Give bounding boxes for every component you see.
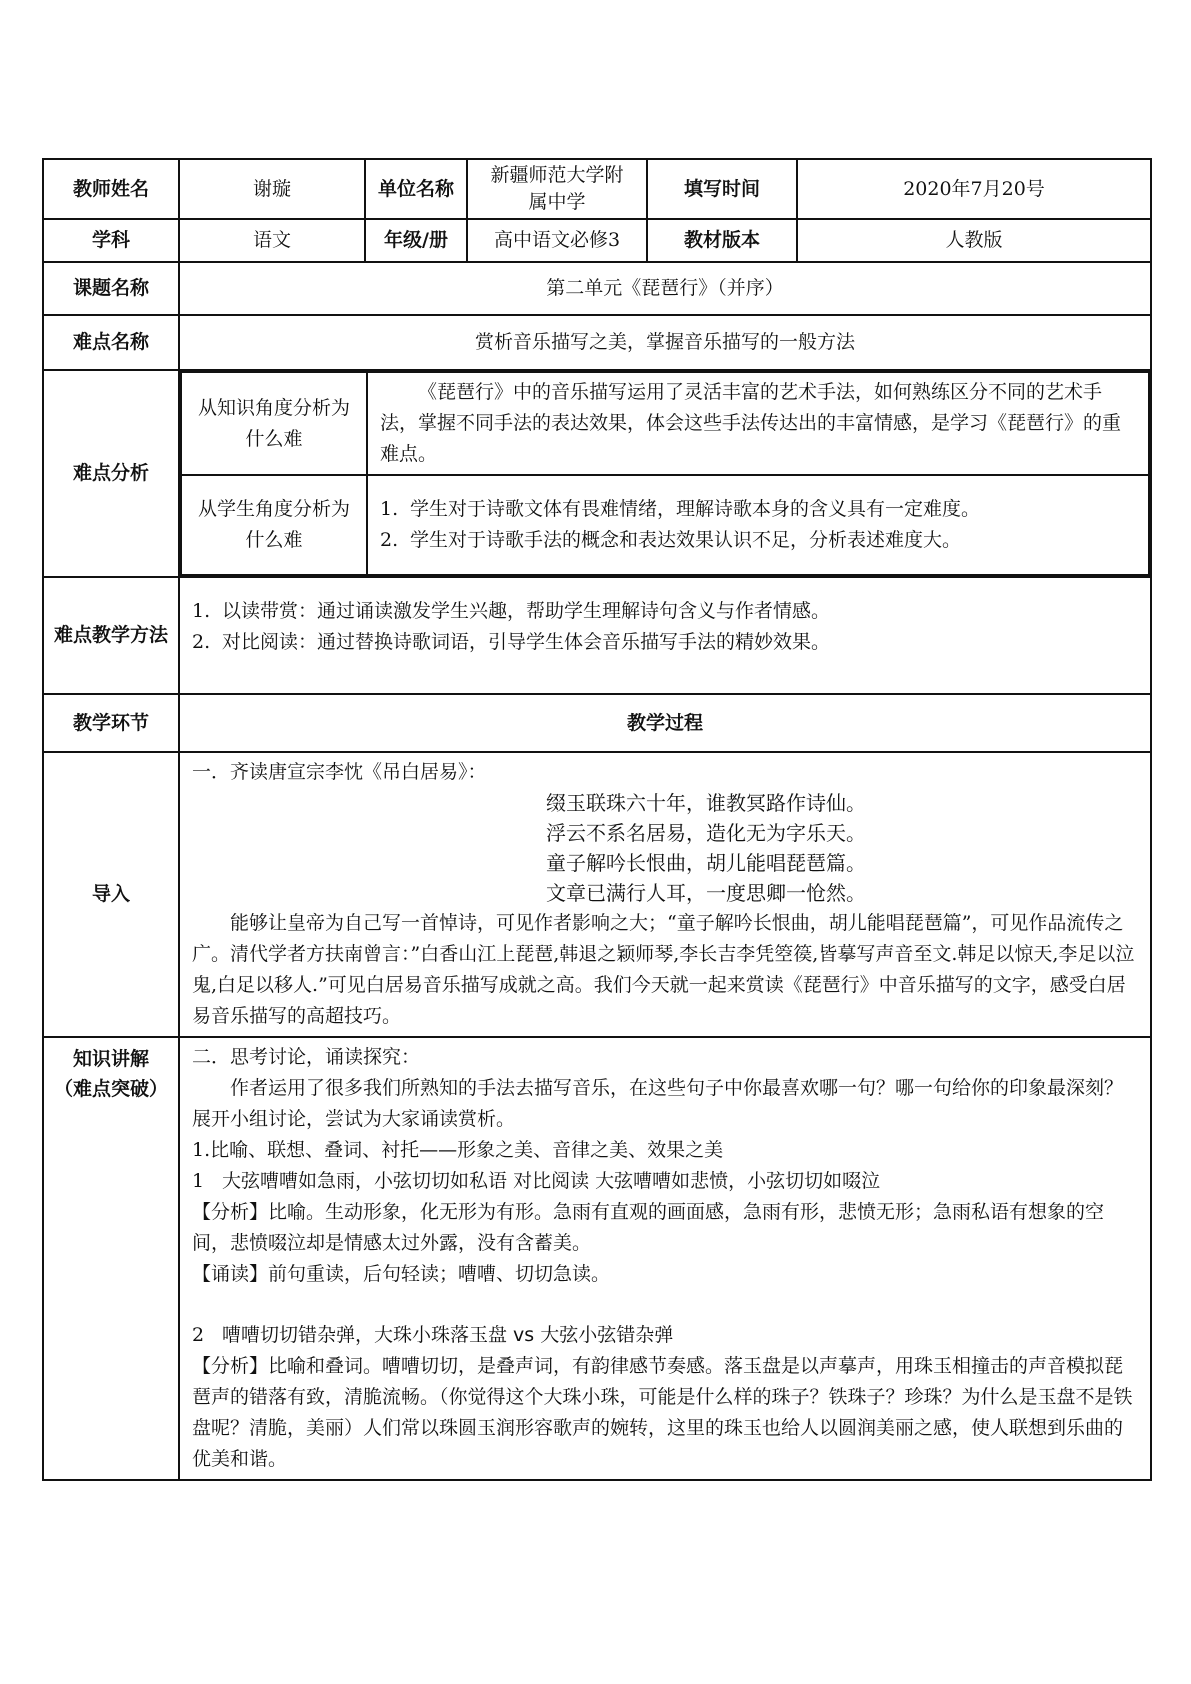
- knowledge-heading: 二．思考讨论，诵读探究：: [192, 1046, 421, 1068]
- teacher-name: 谢璇: [179, 159, 365, 219]
- row-process-header: [43, 694, 1151, 752]
- knowledge-angle-text: 《琵琶行》中的音乐描写运用了灵活丰富的艺术手法，如何熟练区分不同的艺术手法，掌握不同手法的表达效果，体会这些手法传达出的丰富情感，是学习《琵琶行》的重难点。: [380, 381, 1122, 465]
- topic-value: 第二单元《琵琶行》（并序）: [179, 262, 1151, 315]
- subject-label: 学科: [43, 219, 179, 262]
- section-heading: 1.比喻、联想、叠词、衬托——形象之美、音律之美、效果之美: [192, 1139, 724, 1161]
- knowledge-label-line2: （难点突破）: [53, 1078, 168, 1100]
- knowledge-paragraph: 作者运用了很多我们所熟知的手法去描写音乐，在这些句子中你最喜欢哪一句？哪一句给你的印象最深刻？展开小组讨论，尝试为大家诵读赏析。: [192, 1077, 1124, 1130]
- knowledge-angle-label: 从知识角度分析为什么难: [181, 372, 367, 475]
- grade-value: 高中语文必修3: [467, 219, 647, 262]
- row-subject: [43, 219, 1151, 262]
- date-label: 填写时间: [647, 159, 797, 219]
- edition-label: 教材版本: [647, 219, 797, 262]
- row-methods: [43, 577, 1151, 694]
- row-topic: [43, 262, 1151, 315]
- student-angle-list: [367, 475, 1149, 575]
- teacher-label: 教师姓名: [43, 159, 179, 219]
- intro-heading: 一．齐读唐宣宗李忱《吊白居易》：: [192, 761, 487, 783]
- grade-label: 年级/册: [365, 219, 467, 262]
- subject-value: 语文: [179, 219, 365, 262]
- row-intro: [43, 752, 1151, 1037]
- unit-label: 单位名称: [365, 159, 467, 219]
- edition-value: 人教版: [797, 219, 1151, 262]
- topic-label: 课题名称: [43, 262, 179, 315]
- list-item: 2. 对比阅读：通过替换诗歌词语，引导学生体会音乐描写手法的精妙效果。: [192, 631, 831, 653]
- list-item: 2. 学生对于诗歌手法的概念和表达效果认识不足，分析表述难度大。: [380, 529, 962, 551]
- knowledge-content: [179, 1037, 1151, 1480]
- example-1: 1 大弦嘈嘈如急雨，小弦切切如私语 对比阅读 大弦嘈嘈如悲愤，小弦切切如啜泣: [192, 1170, 881, 1192]
- knowledge-label: [43, 1037, 179, 1480]
- example-2-analysis: 【分析】比喻和叠词。嘈嘈切切，是叠声词，有韵律感节奏感。落玉盘是以声摹声，用珠玉相撞击的声音模拟琵琶声的错落有致，清脆流畅。（你觉得这个大珠小珠，可能是什么样的珠子？铁珠子？珍珠？为什么是玉盘不是铁盘呢？清脆，美丽）人们常以珠圆玉润形容歌声的婉转，这里的珠玉也给人以圆润美丽之感，使人联想到乐曲的优美和谐。: [192, 1355, 1133, 1470]
- difficulty-value: 赏析音乐描写之美，掌握音乐描写的一般方法: [179, 315, 1151, 370]
- methods-label: 难点教学方法: [43, 577, 179, 694]
- knowledge-label-line1: 知识讲解: [72, 1048, 149, 1070]
- example-1-reading: 【诵读】前句重读，后句轻读；嘈嘈、切切急读。: [192, 1263, 611, 1285]
- difficulty-label: 难点名称: [43, 315, 179, 370]
- process-label: 教学过程: [179, 694, 1151, 752]
- unit-name: 新疆师范大学附属中学: [467, 159, 647, 219]
- student-angle-label: 从学生角度分析为什么难: [181, 475, 367, 575]
- list-item: 1. 学生对于诗歌文体有畏难情绪，理解诗歌本身的含义具有一定难度。: [380, 498, 981, 520]
- lesson-plan-table: [42, 158, 1152, 1481]
- row-teacher: [43, 159, 1151, 219]
- poem-line: 童子解吟长恨曲，胡儿能唱琵琶篇。: [546, 851, 866, 875]
- methods-list: [179, 577, 1151, 694]
- example-2: 2 嘈嘈切切错杂弹，大珠小珠落玉盘 vs 大弦小弦错杂弹: [192, 1324, 674, 1346]
- intro-content: [179, 752, 1151, 1037]
- example-1-analysis: 【分析】比喻。生动形象，化无形为有形。急雨有直观的画面感，急雨有形，悲愤无形；急雨私语有想象的空间，悲愤啜泣却是情感太过外露，没有含蓄美。: [192, 1201, 1105, 1254]
- poem-line: 文章已满行人耳，一度思卿一怆然。: [546, 881, 866, 905]
- poem-line: 浮云不系名居易，造化无为字乐天。: [546, 821, 866, 845]
- row-knowledge: [43, 1037, 1151, 1480]
- intro-label: 导入: [43, 752, 179, 1037]
- row-analysis: [43, 370, 1151, 577]
- date-value: 2020年7月20号: [797, 159, 1151, 219]
- intro-paragraph: 能够让皇帝为自己写一首悼诗，可见作者影响之大；“童子解吟长恨曲，胡儿能唱琵琶篇”，可见作品流传之广。清代学者方扶南曾言：”白香山江上琵琶,韩退之颖师琴,李长吉李凭箜篌,皆摹写声音至文.韩足以惊天,李足以泣鬼,白足以移人.”可见白居易音乐描写成就之高。我们今天就一起来赏读《琵琶行》中音乐描写的文字，感受白居易音乐描写的高超技巧。: [192, 912, 1135, 1027]
- analysis-label: 难点分析: [43, 370, 179, 577]
- process-step-label: 教学环节: [43, 694, 179, 752]
- row-difficulty: [43, 315, 1151, 370]
- list-item: 1. 以读带赏：通过诵读激发学生兴趣，帮助学生理解诗句含义与作者情感。: [192, 600, 831, 622]
- poem-line: 缀玉联珠六十年，谁教冥路作诗仙。: [546, 791, 866, 815]
- analysis-subtable: [180, 371, 1150, 576]
